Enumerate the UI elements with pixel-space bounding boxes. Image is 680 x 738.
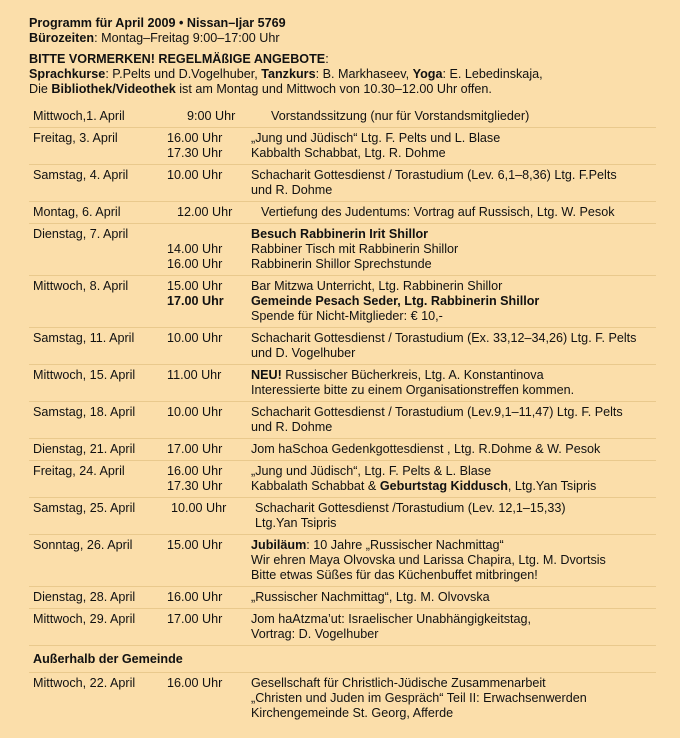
schedule-row [29, 202, 656, 224]
event-description-text: und D. Vogelhuber [251, 346, 356, 360]
event-time: 17.00 Uhr [167, 442, 223, 456]
event-description-text: Bar Mitzwa Unterricht, Ltg. Rabbinerin Shillor [251, 279, 503, 293]
event-description [251, 131, 656, 161]
event-description [251, 331, 656, 361]
event-description-text: Spende für Nicht-Mitglieder: € 10,- [251, 309, 443, 323]
event-description-line [251, 538, 656, 553]
event-date: Freitag, 3. April [33, 131, 118, 145]
regular-offers-heading-text: BITTE VORMERKEN! REGELMÄßIGE ANGEBOTE [29, 52, 326, 66]
event-times [167, 405, 251, 435]
event-description-line [251, 405, 656, 420]
event-date: Montag, 6. April [33, 205, 121, 219]
event-description-line [251, 346, 656, 361]
event-times [167, 442, 251, 457]
event-description-line [251, 279, 656, 294]
event-description-text: Russischer Bücherkreis, Ltg. A. Konstantinova [281, 368, 544, 382]
event-times [167, 279, 251, 324]
event-description-text: Jom haSchoa Gedenkgottesdienst , Ltg. R.Dohme & W. Pesok [251, 442, 601, 456]
event-time: 16.00 Uhr [167, 464, 223, 478]
event-description-line [251, 627, 656, 642]
event-time: 16.00 Uhr [167, 257, 223, 271]
regular-offers-text: ist am Montag und Mittwoch von 10.30–12.00 Uhr offen. [175, 82, 492, 96]
event-time: 9:00 Uhr [187, 109, 236, 123]
event-description-line [255, 516, 656, 531]
event-description [255, 501, 656, 531]
event-description-line [251, 553, 656, 568]
event-date: Mittwoch, 15. April [33, 368, 136, 382]
regular-offers [29, 52, 656, 97]
event-date: Mittwoch,1. April [33, 109, 125, 123]
event-description-text: Schacharit Gottesdienst / Torastudium (Lev. 6,1–8,36) Ltg. F.Pelts [251, 168, 617, 182]
schedule-row [29, 106, 656, 128]
schedule-row [29, 224, 656, 276]
event-description-text: Schacharit Gottesdienst / Torastudium (Ex. 33,12–34,26) Ltg. F. Pelts [251, 331, 637, 345]
event-description-text: Jom haAtzma’ut: Israelischer Unabhängigkeitstag, [251, 612, 532, 626]
event-times [167, 109, 271, 124]
event-description-text: Rabbiner Tisch mit Rabbinerin Shillor [251, 242, 459, 256]
event-description-text: Jubiläum [251, 538, 307, 552]
event-time: 11.00 Uhr [167, 368, 222, 382]
event-description [251, 168, 656, 198]
regular-offers-text: Die [29, 82, 52, 96]
event-times [167, 227, 251, 272]
regular-offers-text: : P.Pelts und D.Vogelhuber, [105, 67, 262, 81]
event-time: 14.00 Uhr [167, 242, 223, 256]
event-description-text: „Russischer Nachmittag“, Ltg. M. Olvovska [251, 590, 490, 604]
event-time: 17.00 Uhr [167, 294, 224, 308]
event-description-line [251, 676, 656, 691]
event-description-text: „Christen und Juden im Gespräch“ Teil II: Erwachsenwerden [251, 691, 587, 705]
event-description [251, 538, 656, 583]
regular-offers-text: Yoga [412, 67, 443, 81]
event-description [261, 205, 656, 220]
event-time [167, 227, 251, 242]
event-description-line [251, 420, 656, 435]
event-description [251, 368, 656, 398]
event-description-line [251, 590, 656, 605]
event-description-text: Vorstandssitzung (nur für Vorstandsmitglieder) [271, 109, 530, 123]
event-date: Freitag, 24. April [33, 464, 125, 478]
regular-offers-courses [29, 67, 656, 82]
office-hours [29, 31, 656, 46]
event-time: 17.00 Uhr [167, 612, 223, 626]
event-times [167, 131, 251, 161]
event-description-line [251, 479, 656, 494]
event-description-text: Wir ehren Maya Olvovska und Larissa Chapira, Ltg. M. Dvortsis [251, 553, 606, 567]
event-description [251, 612, 656, 642]
event-time: 17.30 Uhr [167, 146, 223, 160]
schedule-row [29, 365, 656, 402]
schedule-row [29, 439, 656, 461]
event-description-text: Rabbinerin Shillor Sprechstunde [251, 257, 432, 271]
event-description-text: „Jung und Jüdisch“, Ltg. F. Pelts & L. Blase [251, 464, 492, 478]
event-date: Dienstag, 28. April [33, 590, 136, 604]
outside-section-heading: Außerhalb der Gemeinde [29, 646, 656, 673]
event-times [167, 590, 251, 605]
event-description-line [251, 227, 656, 242]
event-time: 15.00 Uhr [167, 538, 223, 552]
event-date: Mittwoch, 22. April [33, 676, 136, 690]
regular-offers-text: : B. Markhaseev, [315, 67, 413, 81]
event-time: 17.30 Uhr [167, 479, 223, 493]
schedule-row [29, 276, 656, 328]
event-description-text: Gemeinde Pesach Seder, Ltg. Rabbinerin Shillor [251, 294, 540, 308]
event-description-line [251, 464, 656, 479]
event-description-line [251, 706, 656, 721]
event-times [167, 464, 251, 494]
event-times [167, 331, 251, 361]
office-hours-label: Bürozeiten [29, 31, 95, 45]
event-description [251, 227, 656, 272]
event-description-text: und R. Dohme [251, 420, 333, 434]
event-description [251, 442, 656, 457]
event-description-line [251, 294, 656, 309]
event-description-text: Vertiefung des Judentums: Vortrag auf Russisch, Ltg. W. Pesok [261, 205, 615, 219]
schedule-row [29, 402, 656, 439]
event-date: Samstag, 18. April [33, 405, 136, 419]
regular-offers-heading [29, 52, 656, 67]
event-description [251, 590, 656, 605]
event-time: 12.00 Uhr [177, 205, 233, 219]
event-time: 10.00 Uhr [167, 405, 223, 419]
event-description-line [255, 501, 656, 516]
event-description-line [251, 383, 656, 398]
event-description-text: , Ltg.Yan Tsipris [507, 479, 597, 493]
event-description-line [251, 242, 656, 257]
event-description-line [251, 442, 656, 457]
event-description-text: Kabbalth Schabbat, Ltg. R. Dohme [251, 146, 446, 160]
event-date: Dienstag, 21. April [33, 442, 136, 456]
event-description-text: Besuch Rabbinerin Irit Shillor [251, 227, 429, 241]
schedule-row [29, 328, 656, 365]
event-description-line [271, 109, 656, 124]
schedule-row [29, 535, 656, 587]
regular-offers-library [29, 82, 656, 97]
event-time: 16.00 Uhr [167, 590, 223, 604]
event-description-text: Schacharit Gottesdienst /Torastudium (Lev. 12,1–15,33) [255, 501, 566, 515]
event-description-text: NEU! [251, 368, 282, 382]
program-title: Programm für April 2009 • Nissan–Ijar 5769 [29, 16, 286, 30]
event-description-text: Interessierte bitte zu einem Organisationstreffen kommen. [251, 383, 575, 397]
event-date: Samstag, 4. April [33, 168, 129, 182]
event-description-line [261, 205, 656, 220]
event-description-text: Kirchengemeinde St. Georg, Afferde [251, 706, 454, 720]
event-description-text: Schacharit Gottesdienst / Torastudium (Lev.9,1–11,47) Ltg. F. Pelts [251, 405, 623, 419]
event-description-text: Bitte etwas Süßes für das Küchenbuffet mitbringen! [251, 568, 538, 582]
event-date: Samstag, 25. April [33, 501, 136, 515]
regular-offers-heading-colon: : [325, 52, 329, 66]
event-description-text: Ltg.Yan Tsipris [255, 516, 337, 530]
regular-offers-text: Bibliothek/Videothek [51, 82, 176, 96]
event-description-text: Gesellschaft für Christlich-Jüdische Zusammenarbeit [251, 676, 546, 690]
event-times [167, 368, 251, 398]
event-description [251, 464, 656, 494]
event-description-line [251, 146, 656, 161]
event-description [251, 405, 656, 435]
event-description-line [251, 691, 656, 706]
event-date: Mittwoch, 8. April [33, 279, 129, 293]
event-description-line [251, 309, 656, 324]
event-times [167, 538, 251, 583]
event-description [271, 109, 656, 124]
schedule-row [29, 587, 656, 609]
event-times [167, 501, 255, 531]
event-description-line [251, 568, 656, 583]
event-time: 16.00 Uhr [167, 131, 223, 145]
event-times [167, 676, 251, 721]
schedule-row [29, 461, 656, 498]
event-description-text: : 10 Jahre „Russischer Nachmittag“ [306, 538, 504, 552]
event-times [167, 205, 261, 220]
schedule-row [29, 673, 656, 724]
event-description-line [251, 183, 656, 198]
event-time: 10.00 Uhr [167, 331, 223, 345]
event-times [167, 168, 251, 198]
event-description-line [251, 331, 656, 346]
schedule-row [29, 498, 656, 535]
event-date: Mittwoch, 29. April [33, 612, 136, 626]
event-time: 16.00 Uhr [167, 676, 223, 690]
event-description-text: „Jung und Jüdisch“ Ltg. F. Pelts und L. Blase [251, 131, 501, 145]
event-description-line [251, 368, 656, 383]
event-time: 10.00 Uhr [171, 501, 227, 515]
event-description-line [251, 168, 656, 183]
schedule-row [29, 165, 656, 202]
event-description-text: Kabbalath Schabbat & [251, 479, 380, 493]
schedule-table [29, 106, 656, 724]
event-date: Sonntag, 26. April [33, 538, 133, 552]
event-description-text: Vortrag: D. Vogelhuber [251, 627, 379, 641]
event-description [251, 279, 656, 324]
event-description-text: und R. Dohme [251, 183, 333, 197]
header [29, 16, 656, 46]
event-description-line [251, 131, 656, 146]
event-description-line [251, 612, 656, 627]
schedule-row [29, 609, 656, 646]
event-time: 15.00 Uhr [167, 279, 223, 293]
regular-offers-text: Tanzkurs [261, 67, 316, 81]
event-description-text: Geburtstag Kiddusch [379, 479, 508, 493]
event-date: Samstag, 11. April [33, 331, 135, 345]
event-time: 10.00 Uhr [167, 168, 223, 182]
schedule-row [29, 128, 656, 165]
event-description-line [251, 257, 656, 272]
regular-offers-text: Sprachkurse [29, 67, 106, 81]
event-date: Dienstag, 7. April [33, 227, 129, 241]
regular-offers-text: : E. Lebedinskaja, [442, 67, 543, 81]
office-hours-value: : Montag–Freitag 9:00–17:00 Uhr [94, 31, 280, 45]
event-description [251, 676, 656, 721]
event-times [167, 612, 251, 642]
